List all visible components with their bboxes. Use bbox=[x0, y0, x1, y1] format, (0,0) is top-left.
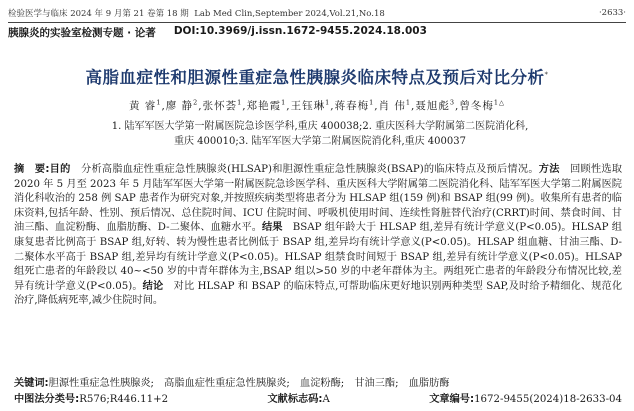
author-name: 王钰琳 bbox=[290, 100, 326, 112]
author-name: 张怀荟 bbox=[202, 100, 238, 112]
clc-label: 中图法分类号: bbox=[14, 394, 80, 405]
author: 黄 睿$^1$, bbox=[128, 98, 166, 112]
author-affiliation-mark: 2 bbox=[193, 98, 199, 107]
author: 廖 静$^2$, bbox=[165, 98, 203, 112]
author-name: 聂旭彪 bbox=[415, 100, 450, 112]
author-name: 蒋春梅 bbox=[334, 100, 370, 112]
clc-value: R576;R446.11+2 bbox=[79, 394, 169, 405]
page-number: ·2633· bbox=[598, 8, 626, 18]
author-name: 郑艳霞 bbox=[246, 100, 282, 112]
author-name: 黄 睿 bbox=[128, 100, 157, 112]
author-affiliation-mark: 1 bbox=[405, 98, 412, 107]
column-label: 胰腺炎的实验室检测专题 · 论著 bbox=[8, 27, 156, 39]
author-affiliation-mark: 1 bbox=[237, 98, 243, 107]
author-list bbox=[8, 98, 626, 113]
affiliation-line-2: 重庆 400010;3. 陆军军医大学第二附属医院消化科,重庆 400037 bbox=[174, 136, 466, 147]
author-affiliation-mark: 1 bbox=[325, 98, 331, 107]
author: 郑艳霞$^1$, bbox=[246, 98, 291, 112]
author-affiliation-mark: 1△ bbox=[493, 98, 506, 107]
article-title-text: 高脂血症性和胆源性重症急性胰腺炎临床特点及预后对比分析 bbox=[85, 68, 545, 87]
author-name: 曾冬梅 bbox=[459, 100, 494, 112]
doc-code-label: 文献标志码: bbox=[267, 394, 323, 405]
results-label: 结果 bbox=[261, 222, 283, 234]
article-title bbox=[8, 64, 626, 88]
title-footnote-mark: * bbox=[544, 70, 549, 79]
author-affiliation-mark: 3 bbox=[449, 98, 456, 107]
author: 张怀荟$^1$, bbox=[202, 98, 247, 112]
column-doi-line bbox=[8, 25, 626, 40]
keywords-label: 关键词: bbox=[14, 378, 49, 389]
abstract-lead: 摘 要: bbox=[14, 164, 50, 175]
abstract bbox=[14, 163, 622, 309]
author-name: 廖 静 bbox=[165, 100, 194, 112]
conclusion-text: 对比 HLSAP 和 BSAP 的临床特点,可帮助临床更好地识别两种类型 SAP,及时给予精细化、规范化治疗,降低病死率,减少住院时间。 bbox=[14, 280, 623, 307]
journal-cn: 检验医学与临床 2024 年 9 月第 21 卷第 18 期 bbox=[8, 9, 189, 19]
article-number-value: 1672-9455(2024)18-2633-04 bbox=[474, 394, 622, 405]
author: 肖 伟$^1$, bbox=[378, 98, 416, 112]
methods-label: 方法 bbox=[538, 164, 560, 175]
article-number-label: 文章编号: bbox=[429, 394, 475, 405]
author-affiliation-mark: 1 bbox=[369, 98, 375, 107]
author bbox=[459, 100, 505, 112]
doi[interactable]: DOI:10.3969/j.issn.1672-9455.2024.18.003 bbox=[173, 25, 427, 37]
classification-row bbox=[14, 390, 622, 405]
journal-en: Lab Med Clin,September 2024,Vol.21,No.18 bbox=[194, 9, 385, 19]
keywords bbox=[14, 374, 622, 389]
keywords-text: 胆源性重症急性胰腺炎; 高脂血症性重症急性胰腺炎; 血淀粉酶; 甘油三酯; 血脂肪酶 bbox=[48, 378, 450, 389]
doc-code-value: A bbox=[322, 394, 330, 405]
conclusion-label: 结论 bbox=[142, 280, 164, 292]
affiliation-line-1: 1. 陆军军医大学第一附属医院急诊医学科,重庆 400038;2. 重庆医科大学附属第二医院消化科, bbox=[111, 121, 529, 132]
header-divider bbox=[8, 22, 626, 23]
author: 聂旭彪$^3$, bbox=[415, 98, 460, 112]
article-number bbox=[429, 390, 622, 405]
author-affiliation-mark: 1 bbox=[156, 98, 162, 107]
objective-label: 目的 bbox=[49, 164, 71, 175]
author-name: 肖 伟 bbox=[378, 100, 406, 112]
objective-text: 分析高脂血症性重症急性胰腺炎(HLSAP)和胆源性重症急性胰腺炎(BSAP)的临床特点及预后情况。 bbox=[81, 164, 539, 175]
clc bbox=[14, 390, 168, 405]
author: 王钰琳$^1$, bbox=[290, 98, 335, 112]
methods-text: 回顾性选取 2020 年 5 月至 2023 年 5 月陆军军医大学第一附属医院急诊医学科、重庆医科大学附属第二医院消化科、陆军军医大学第二附属医院消化科收治的 258 例 SAP 患者作为研究对象,并按照疾病类型将患者分为 HLSAP 组(159 例)和 BSAP 组(99 例)。收集所有患者的临床资料,包括年龄、性别、预后情况、总住院时间、ICU 住院时间、呼吸机使用时间、连续性肾脏替代治疗(CRRT)时间、禁食时间、甘油三酯、血淀粉酶、血脂肪酶、D-二聚体、血糖水平。 bbox=[14, 164, 623, 234]
results-text: BSAP 组年龄大于 HLSAP 组,差异有统计学意义(P<0.05)。HLSAP 组康复患者比例高于 BSAP 组,好转、转为慢性患者比例低于 BSAP 组,差异均有统计学意义(P<0.05)。HLSAP 组血糖、甘油三酯、D-二聚体水平高于 BSAP 组,差异均有统计学意义(P<0.05)。HLSAP 组禁食时间短于 BSAP 组,差异有统计学意义(P<0.05)。HLSAP 组死亡患者的年龄段以 40~<50 岁的中青年群体为主,BSAP 组以>50 岁的中老年群体为主。两组死亡患者的年龄段分布情况比较,差异有统计学意义(P<0.05)。 bbox=[14, 222, 622, 292]
author-affiliation-mark: 1 bbox=[281, 98, 287, 107]
doc-code bbox=[267, 390, 329, 405]
running-header bbox=[8, 6, 626, 20]
author: 蒋春梅$^1$, bbox=[334, 98, 379, 112]
journal-info bbox=[8, 7, 385, 19]
